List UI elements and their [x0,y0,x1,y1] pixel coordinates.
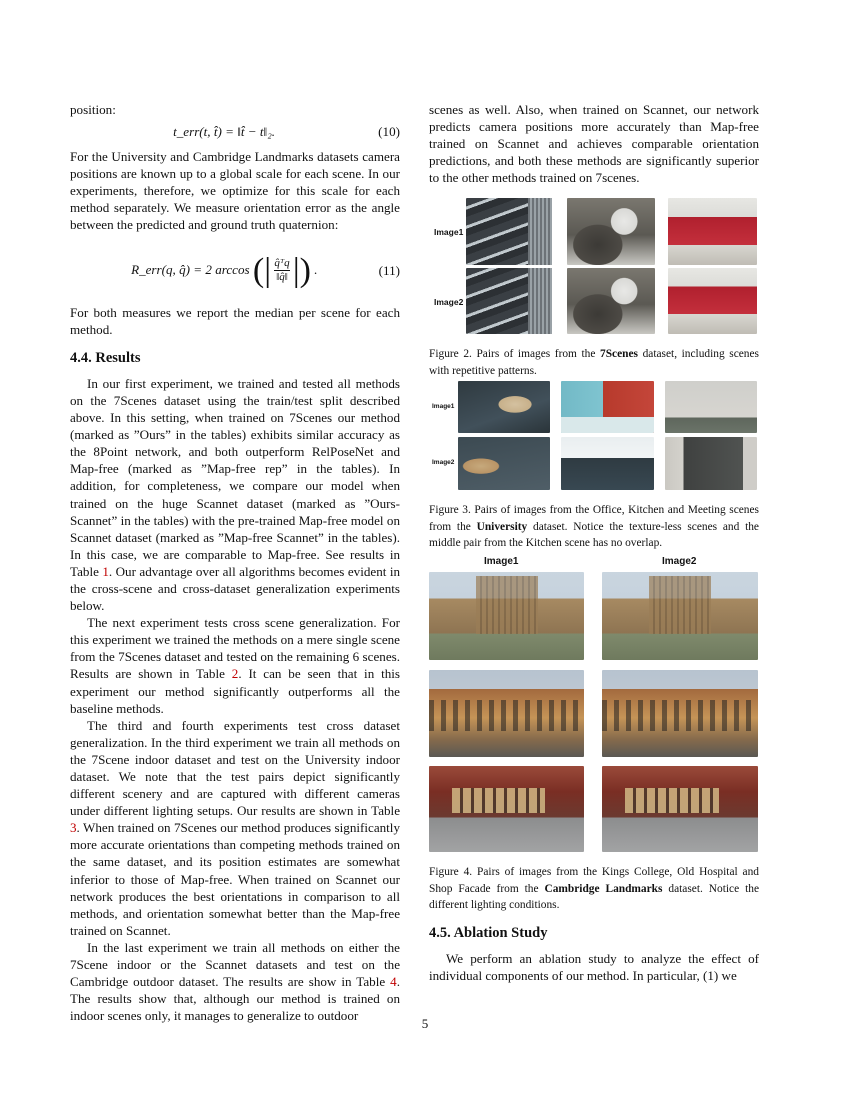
results-paragraph-2: The next experiment tests cross scene generalization. For this experiment we trained the methods on a mere single scene from the 7Scenes dataset and tested on the remaining 6 scenes. Results are shown in Table 2. It can be seen that in this experiment our method significantly outperforms all the baseline methods. [70,615,401,716]
section-heading-results: 4.4. Results [70,349,141,366]
figure-2-stairs-image2 [466,268,552,334]
table-ref-2[interactable]: 2 [231,666,239,682]
equation-10-number: (10) [378,123,400,139]
table-ref-4[interactable]: 4 [390,974,397,990]
figure-2-label-image2: Image2 [434,297,464,307]
equation-11 [70,244,400,298]
table-ref-3[interactable]: 3 [70,820,77,836]
figure-2-label-image1: Image1 [434,227,464,237]
figure-3-office-image2 [458,437,550,490]
section-heading-ablation: 4.5. Ablation Study [429,925,548,941]
left-column [70,101,400,1024]
text-continuation: scenes as well. Also, when trained on Scannet, our network predicts camera positions more accurately than Map-free trained on Scannet and achieves comparable orientation predictions, and both these methods are significantly superior to the other methods trained on 7scenes. [429,102,759,186]
figure-4-kings-college-image2 [602,572,758,660]
ablation-section [429,925,759,984]
figure-3-meeting-image1 [665,381,757,433]
equation-11-body [70,251,379,289]
figure-4-old-hospital-image2 [602,670,758,757]
figure-3-office-image1 [458,381,550,433]
results-paragraph-4: In the last experiment we train all methods on either the 7Scene indoor or the Scannet datasets and test on the Cambridge outdoor dataset. The results are show in Table 4. The results show that, although our method is trained on indoor scenes only, it manages to generalize to outdoor [70,939,400,1024]
equation-11-close-paren: |) [292,251,311,289]
equation-11-lhs: R_err(q, q̂) = 2 arccos [131,261,250,277]
figure-4-kings-college-image1 [429,572,584,660]
text-scale-paragraph: For the University and Cambridge Landmarks datasets camera positions are known up to a global scale for each scene. In our experiments, therefore, we optimize for this scale for each method separately. We measure orientation error as the angle between the predicted and ground truth quaternion: [70,149,400,233]
text-measures-paragraph: For both measures we report the median per scene for each method. [70,304,400,337]
figure-3-label-image2: Image2 [432,459,455,466]
results-paragraph-3: The third and fourth experiments test cross dataset generalization. In the third experiment we train all methods on the 7Scene indoor dataset and test on the University indoor dataset. We note that the test pairs depict significantly different scenery and are captured with different cameras under different lighting setups. Our results are shown in Table 3. When trained on 7Scenes our method produces significantly more accurate orientations than competing methods trained on the same dataset, and its position estimates are somewhat inferior to those of Map-free. When trained on Scannet our network produces the best orientations in comparison to all methods, and orientation somewhat better than the Map-free trained on Scannet. [70,717,400,938]
figure-4-shop-facade-image1 [429,766,584,852]
equation-11-denominator: ‖q̂‖ [276,271,288,284]
equation-10 [70,120,400,142]
figure-3-kitchen-image1 [561,381,654,433]
equation-11-number: (11) [378,263,400,279]
text-position: position: [70,102,116,117]
figure-2-redwall-image1 [668,198,757,265]
figure-4-shop-facade-image2 [602,766,758,852]
figure-2-caption: Figure 2. Pairs of images from the 7Scenes dataset, including scenes with repetitive patterns. [429,348,759,377]
figure-3-label-image1: Image1 [432,403,455,410]
figure-4-old-hospital-image1 [429,670,584,757]
figure-4-label-image1: Image1 [484,556,519,567]
figure-3-kitchen-image2 [561,437,654,490]
figure-2-head-image1 [567,198,655,265]
equation-11-open-paren: (| [252,251,272,289]
figure-2-redwall-image2 [668,268,757,334]
equation-10-body: t_err(t, t̂) = ‖t̂ − t‖₂. [173,123,276,139]
figure-4-caption: Figure 4. Pairs of images from the Kings College, Old Hospital and Shop Facade from the Cambridge Landmarks dataset. Notice the different lighting conditions. [429,866,760,911]
figure-2-head-image2 [567,268,655,334]
equation-11-numerator: q̂ᵀq [274,257,290,270]
equation-11-tail: . [314,261,318,277]
results-paragraph-1: In our first experiment, we trained and tested all methods on the 7Scenes dataset using the train/test split described above. In this setting, when trained on 7Scenes our method (marked as ”Ours” in the tables) exhibits similar accuracy as the 8Point network, and both outperform RelPoseNet and Map-free (marked as ”Map-free rep” in the tables). In addition, for completeness, we compare our model when trained on the huge Scannet dataset (marked as ”Ours-Scannet” in the tables) with the pre-trained Map-free model on Scannet dataset (marked as ”Map-free Scannet” in the tables). In this case, we are comparable to Map-free. See results in Table 1. Our advantage over all algorithms becomes evident in the cross-scene and cross-dataset generalization experiments below. [70,375,400,614]
figure-3-caption: Figure 3. Pairs of images from the Office, Kitchen and Meeting scenes from the University dataset. Notice the texture-less scenes and the middle pair from the Kitchen scene has no overlap. [429,504,759,549]
figure-2-stairs-image1 [466,198,552,265]
figure-3-meeting-image2 [665,437,757,490]
figure-4-label-image2: Image2 [662,556,697,567]
page-number: 5 [421,1016,429,1031]
ablation-paragraph: We perform an ablation study to analyze the effect of individual components of our method. In particular, (1) we [429,951,759,984]
table-ref-1[interactable]: 1 [102,563,109,579]
equation-11-fraction [274,257,289,284]
right-column [429,101,759,186]
